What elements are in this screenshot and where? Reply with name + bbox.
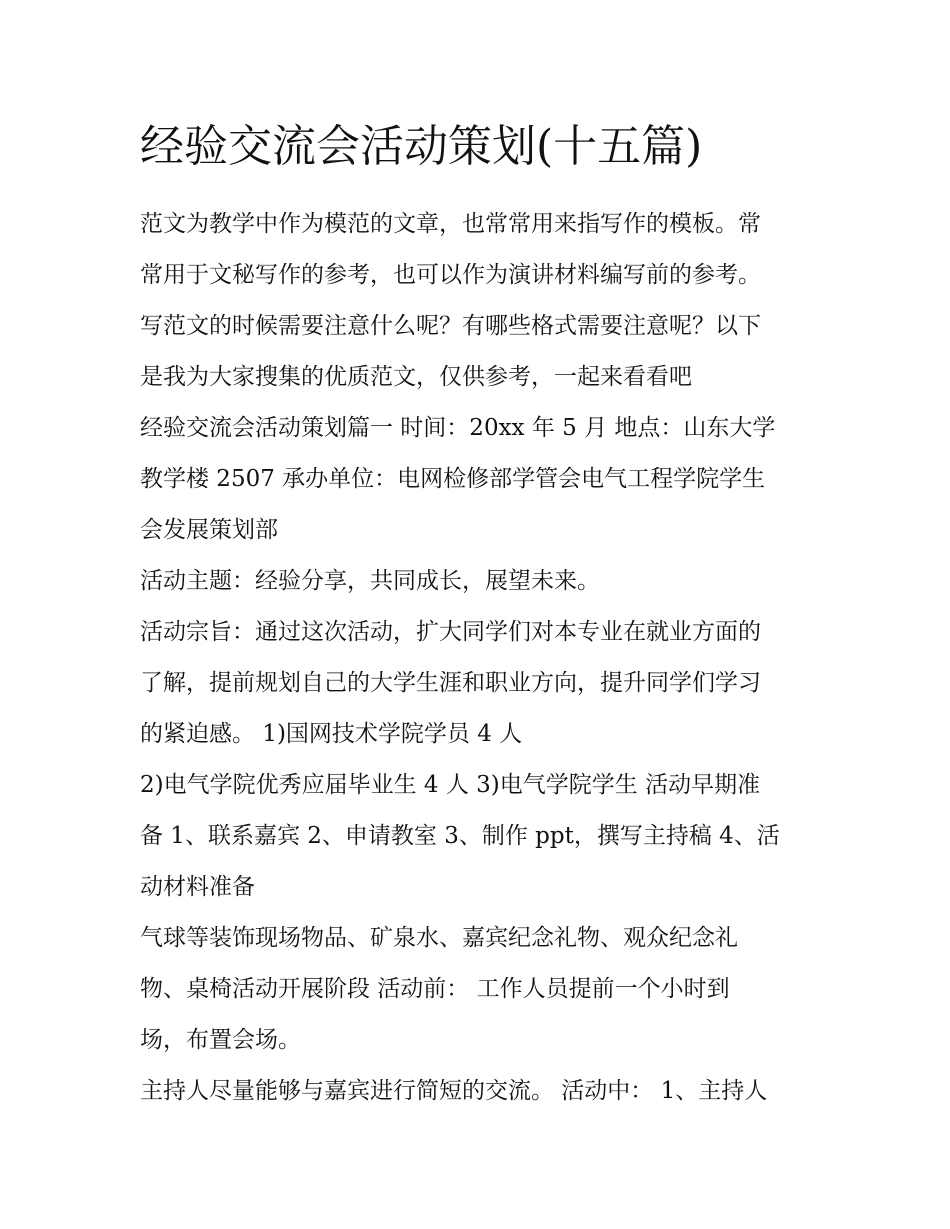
body-line: 经验交流会活动策划篇一 时间：20xx 年 5 月 地点：山东大学 [140, 415, 776, 441]
body-line: 写范文的时候需要注意什么呢？有哪些格式需要注意呢？以下 [140, 313, 761, 339]
body-line: 场，布置会场。 [140, 1027, 301, 1053]
body-line: 活动主题：经验分享，共同成长，展望未来。 [140, 568, 600, 594]
body-line: 物、桌椅活动开展阶段 活动前： 工作人员提前一个小时到 [140, 976, 730, 1002]
body-line: 常用于文秘写作的参考，也可以作为演讲材料编写前的参考。 [140, 262, 761, 288]
body-line: 活动宗旨：通过这次活动，扩大同学们对本专业在就业方面的 [140, 619, 761, 645]
body-line: 备 1、联系嘉宾 2、申请教室 3、制作 ppt，撰写主持稿 4、活 [140, 823, 780, 849]
body-line: 了解，提前规划自己的大学生涯和职业方向，提升同学们学习 [140, 670, 761, 696]
body-line: 是我为大家搜集的优质范文，仅供参考，一起来看看吧 [140, 364, 692, 390]
body-line: 的紧迫感。 1)国网技术学院学员 4 人 [140, 721, 523, 747]
body-line: 范文为教学中作为模范的文章，也常常用来指写作的模板。常 [140, 211, 761, 237]
body-line: 主持人尽量能够与嘉宾进行简短的交流。 活动中： 1、主持人 [140, 1078, 768, 1104]
document-title: 经验交流会活动策划(十五篇) [140, 121, 703, 172]
body-line: 教学楼 2507 承办单位：电网检修部学管会电气工程学院学生 [140, 466, 766, 492]
body-line: 2)电气学院优秀应届毕业生 4 人 3)电气学院学生 活动早期准 [140, 772, 761, 798]
body-line: 会发展策划部 [140, 517, 278, 543]
body-line: 气球等装饰现场物品、矿泉水、嘉宾纪念礼物、观众纪念礼 [140, 925, 738, 951]
document-body [140, 199, 820, 1117]
body-line: 动材料准备 [140, 874, 255, 900]
